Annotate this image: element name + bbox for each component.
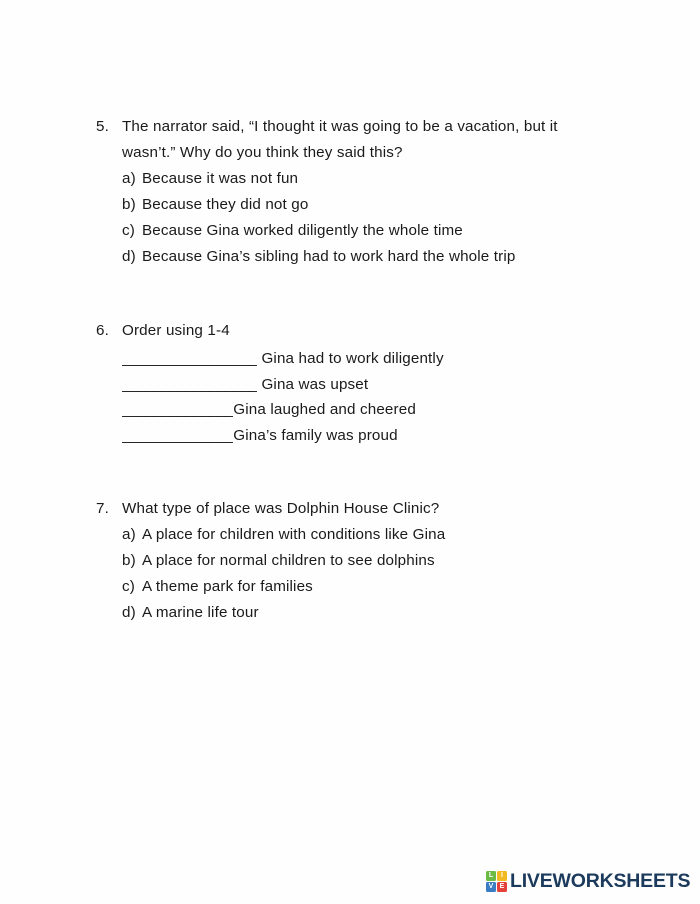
question-block-6 [96,318,616,448]
order-item-4[interactable] [122,423,616,449]
option-label: A marine life tour [142,604,259,621]
option-7a[interactable] [122,522,616,548]
option-label: Because it was not fun [142,170,299,187]
option-5a[interactable] [122,166,616,192]
order-item-label: Gina’s family was proud [233,426,398,444]
answer-blank[interactable]: ______________ [122,426,234,444]
option-marker: b) [122,196,136,213]
option-label: A place for children with conditions like Gina [142,526,446,543]
options-list-5 [96,166,616,270]
question-prompt-5: The narrator said, “I thought it was going to be a vacation, but it wasn’t.” Why do you think they said this? [122,118,558,161]
option-label: A place for normal children to see dolphins [142,552,435,569]
liveworksheets-logo[interactable] [486,870,690,893]
answer-blank[interactable]: _________________ [122,350,258,367]
liveworksheets-mark-icon [486,871,507,892]
logo-tile-i: I [497,871,507,881]
option-5b[interactable] [122,192,616,218]
option-label: Because Gina worked diligently the whole time [142,222,463,239]
options-list-7 [96,522,616,626]
answer-blank[interactable]: ______________ [122,401,234,418]
order-item-label: Gina was upset [257,375,369,393]
ordering-list-6 [96,346,616,448]
option-7d[interactable] [122,600,616,626]
question-number-5: 5. [96,118,109,135]
question-number-7: 7. [96,500,109,517]
logo-tile-v: V [486,882,496,892]
question-prompt-7: What type of place was Dolphin House Clinic? [122,500,440,517]
question-number-6: 6. [96,322,109,339]
answer-blank[interactable]: _________________ [122,375,258,393]
order-item-label: Gina had to work diligently [257,350,444,367]
option-marker: d) [122,604,136,621]
logo-tile-e: E [497,882,507,892]
question-heading-6 [96,318,616,344]
option-7c[interactable] [122,574,616,600]
option-5c[interactable] [122,218,616,244]
question-block-5 [96,114,616,270]
liveworksheets-wordmark: LIVEWORKSHEETS [510,870,691,892]
option-marker: a) [122,170,136,187]
option-marker: c) [122,222,135,239]
option-label: A theme park for families [142,578,313,595]
option-5d[interactable] [122,244,616,270]
logo-tile-l: L [486,871,496,881]
order-item-label: Gina laughed and cheered [233,401,416,418]
option-label: Because they did not go [142,196,309,213]
option-label: Because Gina’s sibling had to work hard the whole trip [142,248,516,265]
option-marker: a) [122,526,136,543]
order-item-2[interactable] [122,372,616,398]
question-prompt-6: Order using 1-4 [122,322,230,339]
question-heading-7 [96,496,616,522]
question-heading-5 [96,114,616,166]
order-item-3[interactable] [122,397,616,423]
option-marker: d) [122,248,136,265]
question-block-7 [96,496,616,626]
worksheet-content [96,114,616,626]
option-marker: c) [122,578,135,595]
order-item-1[interactable] [122,346,616,372]
option-marker: b) [122,552,136,569]
option-7b[interactable] [122,548,616,574]
